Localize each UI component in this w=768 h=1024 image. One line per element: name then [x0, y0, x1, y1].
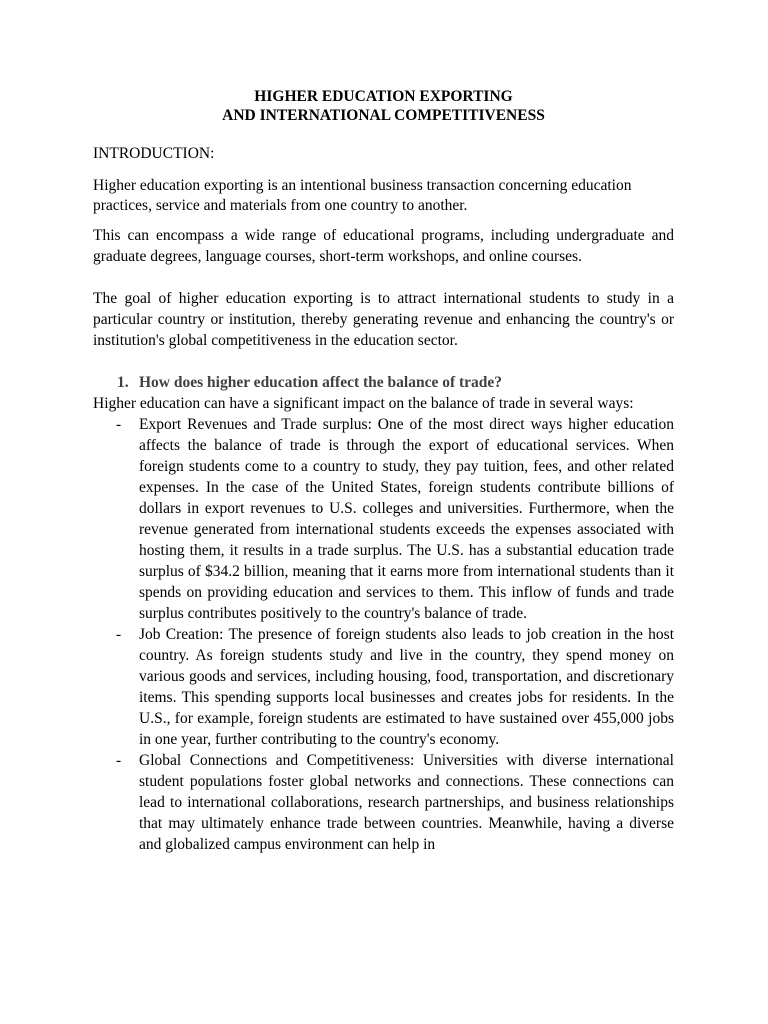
- section-1-lead: Higher education can have a significant impact on the balance of trade in several ways:: [93, 395, 634, 412]
- document-title: [93, 87, 674, 125]
- title-line-2: AND INTERNATIONAL COMPETITIVENESS: [222, 107, 545, 124]
- list-item: [93, 750, 674, 855]
- bullet-text: Global Connections and Competitiveness: Universities with diverse international student populations foster global networks and connections. These connections can lead to international collaborations, research partnerships, and business relationships that may ultimately enhance trade between countries. Meanwhile, having a diverse and globalized campus environment can help in: [139, 752, 674, 853]
- intro-paragraph-1: Higher education exporting is an intentional business transaction concerning education practices, service and materials from one country to another.: [93, 177, 632, 214]
- title-line-1: HIGHER EDUCATION EXPORTING: [254, 88, 513, 105]
- list-item: [93, 624, 674, 750]
- intro-paragraph-3: The goal of higher education exporting is to attract international students to study in a particular country or institution, thereby generating revenue and enhancing the country's or institution's global competitiveness in the education sector.: [93, 290, 674, 349]
- introduction-heading: INTRODUCTION:: [93, 145, 215, 162]
- list-item: [93, 414, 674, 624]
- section-1-heading: [93, 372, 674, 393]
- bullet-text: Export Revenues and Trade surplus: One of the most direct ways higher education affects the balance of trade is through the export of educational services. When foreign students come to a country to study, they pay tuition, fees, and other related expenses. In the case of the United States, foreign students contribute billions of dollars in export revenues to U.S. colleges and universities. Furthermore, when the revenue generated from international students exceeds the expenses associated with hosting them, it results in a trade surplus. The U.S. has a substantial education trade surplus of $34.2 billion, meaning that it earns more from international students than it spends on providing education and services to them. This inflow of funds and trade surplus contributes positively to the country's balance of trade.: [139, 416, 674, 622]
- bullet-text: Job Creation: The presence of foreign students also leads to job creation in the host country. As foreign students study and live in the country, they spend money on various goods and services, including housing, food, transportation, and discretionary items. This spending supports local businesses and creates jobs for residents. In the U.S., for example, foreign students are estimated to have sustained over 455,000 jobs in one year, further contributing to the country's economy.: [139, 626, 674, 748]
- bullet-marker: -: [116, 416, 122, 433]
- section-1-heading-text: How does higher education affect the balance of trade?: [139, 374, 503, 391]
- document-page: [93, 87, 674, 855]
- bullet-marker: -: [116, 626, 122, 643]
- section-1-number: 1.: [117, 374, 129, 391]
- section-1-bullet-list: [93, 414, 674, 855]
- intro-paragraph-2: This can encompass a wide range of educational programs, including undergraduate and graduate degrees, language courses, short-term workshops, and online courses.: [93, 227, 674, 265]
- bullet-marker: -: [116, 752, 122, 769]
